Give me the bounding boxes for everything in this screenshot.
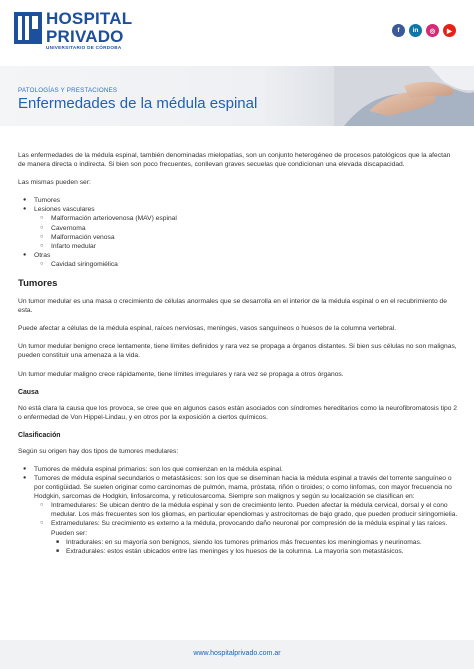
- clasificacion-intro: Según su origen hay dos tipos de tumores medulares:: [18, 447, 179, 455]
- list-item: ○ Infarto medular: [18, 242, 458, 251]
- breadcrumb-category[interactable]: PATOLOGÍAS Y PRESTACIONES: [18, 87, 118, 94]
- conditions-list: [18, 196, 458, 269]
- youtube-icon[interactable]: ▶: [443, 24, 456, 37]
- logo-line-2: PRIVADO: [46, 27, 124, 46]
- tumores-paragraph-2: Puede afectar a células de la médula espinal, raíces nerviosas, meninges, vasos sanguíneos o huesos de la columna vertebral.: [18, 325, 397, 333]
- classification-list: [18, 465, 458, 556]
- article-body: [18, 151, 458, 556]
- logo-line-1: HOSPITAL: [46, 9, 133, 28]
- section-heading-causa: Causa: [18, 388, 39, 396]
- list-item: ○ Cavernoma: [18, 224, 458, 233]
- section-heading-clasificacion: Clasificación: [18, 431, 61, 439]
- list-intro: Las mismas pueden ser:: [18, 179, 91, 187]
- list-item: ● Tumores de médula espinal primarios: son los que comienzan en la médula espinal.: [18, 465, 458, 474]
- section-heading-tumores: Tumores: [18, 278, 58, 290]
- handshake-image: [334, 66, 474, 126]
- tumores-paragraph-1: Un tumor medular es una masa o crecimiento de células anormales que se desarrolla en el interior de la médula espinal o en el recubrimiento de esta.: [18, 298, 447, 315]
- tumores-paragraph-4: Un tumor medular maligno crece rápidamente, tiene límites irregulares y rara vez se propaga a otros órganos.: [18, 370, 344, 378]
- list-item: ○ Extramedulares: Su crecimiento es externo a la médula, provocando daño neuronal por compresión de la médula espinal y las raíces. Pueden ser:: [18, 519, 458, 537]
- list-item: ○ Malformación arteriovenosa (MAV) espinal: [18, 214, 458, 223]
- tumores-paragraph-3: Un tumor medular benigno crece lentamente, tiene límites definidos y rara vez se propaga a órganos distantes. Si bien sus células no son malignas, pueden constituir una amenaza a la vida.: [18, 343, 457, 360]
- hospital-logo: [46, 10, 132, 51]
- list-item: ■ Extradurales: estos están ubicados entre las meninges y los huesos de la columna. La mayoría son metastásicos.: [18, 547, 458, 556]
- list-item: ○ Cavidad siringomiélica: [18, 260, 458, 269]
- list-item: ■ Intradurales: en su mayoría son benignos, siendo los tumores primarios más frecuentes los meningiomas y neurinomas.: [18, 538, 458, 547]
- list-item: ● Tumores de médula espinal secundarios o metastásicos: son los que se diseminan hacia la médula espinal a través del torrente sanguíneo o por contigüidad. Se suelen originar como carcinomas de pulmón, mama, próstata, riñón o tiroides; o como linfomas, con mayor frecuencia no Hodgkin, sarcomas de Hodgkin, linfosarcoma, y reticulosarcoma. Siempre son malignos y según su localización se clasifican en:: [18, 474, 458, 501]
- logo-line-3: UNIVERSITARIO DE CÓRDOBA: [46, 45, 122, 50]
- page-title: Enfermedades de la médula espinal: [18, 95, 258, 112]
- causa-paragraph: No está clara la causa que los provoca, se cree que en algunos casos están asociados con síndromes hereditarios como la neurofibromatosis tipo 2 o enfermedad de Von Hippel-Lindau, y en otros por la exposición a ciertos químicos.: [18, 404, 458, 421]
- intro-paragraph: Las enfermedades de la médula espinal, también denominadas mielopatías, son un conjunto heterogéneo de procesos patológicos que la afectan de manera directa o indirecta. Si bien son poco frecuentes, conllevan graves secuelas que condicionan una elevada discapacidad.: [18, 152, 451, 169]
- page-footer: [0, 640, 474, 669]
- instagram-icon[interactable]: ◎: [426, 24, 439, 37]
- list-item: ○ Intramedulares: Se ubican dentro de la médula espinal y son de crecimiento lento. Pueden afectar la médula cervical, dorsal y el cono medular. Los más frecuentes son los gliomas, en particular ependiomas y astrocitomas de bajo grado, que pueden producir siringomielia.: [18, 501, 458, 519]
- list-item: ● Lesiones vasculares: [18, 205, 458, 214]
- footer-website-link[interactable]: www.hospitalprivado.com.ar: [193, 650, 281, 657]
- linkedin-icon[interactable]: in: [409, 24, 422, 37]
- hospital-logo-icon: [14, 12, 42, 44]
- list-item: ● Tumores: [18, 196, 458, 205]
- list-item: ○ Malformación venosa: [18, 233, 458, 242]
- facebook-icon[interactable]: f: [392, 24, 405, 37]
- list-item: ● Otras: [18, 251, 458, 260]
- page-header: [0, 0, 474, 64]
- social-links: [392, 24, 456, 37]
